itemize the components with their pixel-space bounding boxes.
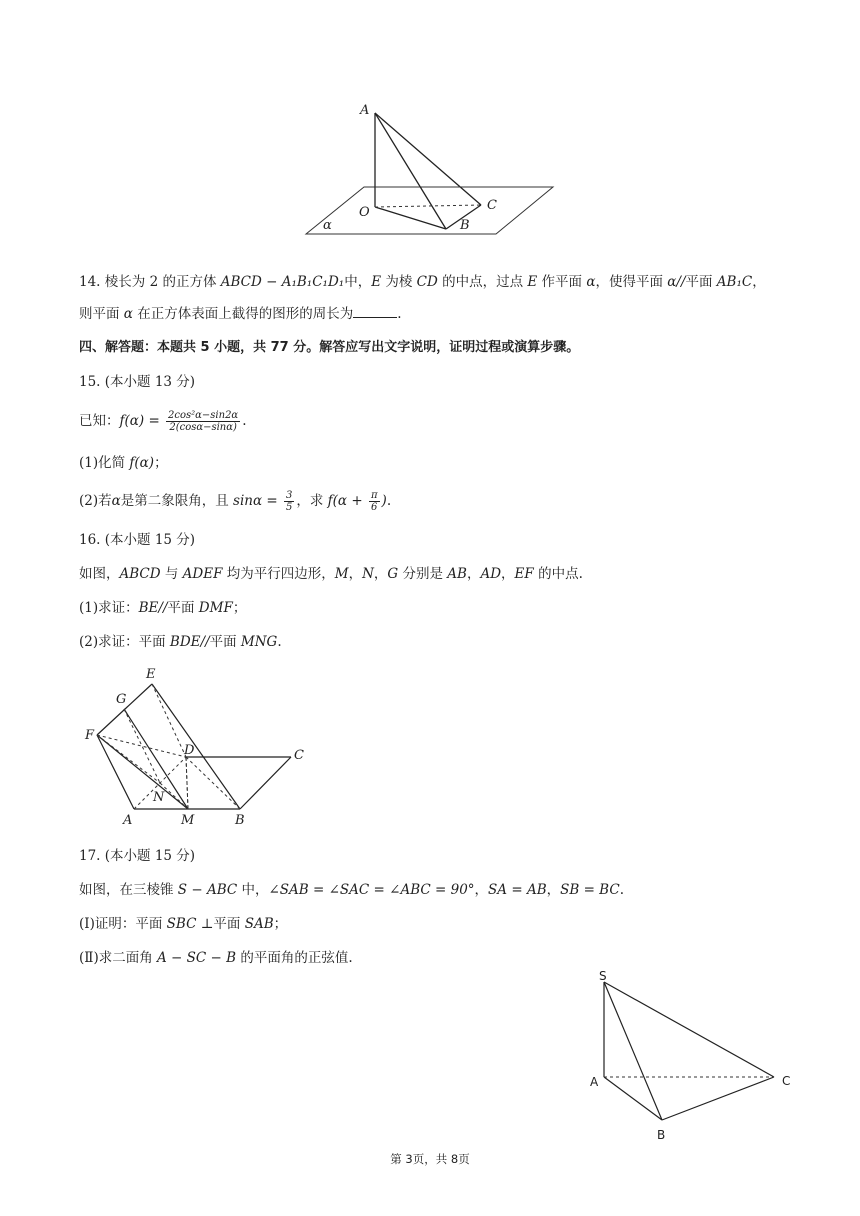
q17-heading: 17. (本小题 15 分) [79, 848, 196, 864]
q14-math-parallel: α// [667, 274, 686, 290]
dashed-DB [186, 757, 240, 809]
q16-math: AB [447, 566, 467, 582]
figure-q13-pyramid-plane [300, 95, 560, 240]
q16-text: . [277, 634, 282, 650]
q14-text: ， [752, 274, 766, 290]
label-C: C [294, 748, 304, 763]
frac-denominator: 6 [371, 502, 378, 513]
label-A: A [590, 1075, 599, 1089]
label-A: A [123, 813, 133, 828]
q16-math: DMF [198, 600, 233, 616]
q15-frac-denominator: 2(cosα−sinα) [169, 422, 237, 433]
q14-text: 为棱 [381, 274, 417, 290]
label-B: B [657, 1128, 666, 1142]
q17-stem [79, 880, 624, 900]
q15-fraction-3-5 [284, 490, 294, 513]
label-D: D [184, 743, 195, 758]
q14-text: 则平面 [79, 306, 124, 322]
label-B: B [235, 813, 245, 828]
q15-text: ，求 [296, 493, 328, 509]
q14-text: 作平面 [537, 274, 587, 290]
q16-math: M [334, 566, 349, 582]
q17-math: S − ABC [177, 882, 238, 898]
q15-math-func: f(α) = [119, 413, 165, 429]
q16-heading: 16. (本小题 15 分) [79, 532, 196, 548]
q16-text: ； [232, 600, 247, 616]
q14-text: 在正方体表面上截得的图形的周长为 [132, 306, 354, 322]
q16-text: 的中点. [533, 566, 583, 582]
q17-part2 [79, 948, 353, 968]
q17-math: SAB [244, 916, 274, 932]
figure-q17-tetrahedron [585, 968, 800, 1148]
dashed-MD-cross [186, 757, 188, 809]
q17-text: 的平面角的正弦值. [236, 950, 353, 966]
q15-heading: 15. (本小题 13 分) [79, 374, 196, 390]
q15-math: α [111, 493, 121, 509]
figure-q16-parallelograms [80, 662, 320, 832]
q14-text: ，使得平面 [595, 274, 668, 290]
plane-alpha [306, 187, 553, 234]
label-alpha: α [323, 218, 332, 233]
q15-math: f(α + [327, 493, 367, 509]
page-footer: 第 3页，共 8页 [390, 1152, 470, 1166]
label-E: E [146, 667, 156, 682]
q14-math-AB1C: AB₁C [716, 274, 753, 290]
q15-math: f(α) [129, 455, 155, 471]
q17-math: ∠SAB = ∠SAC = ∠ABC = 90° [268, 882, 475, 898]
q14-number: 14. [79, 274, 101, 290]
q16-text: 分别是 [398, 566, 448, 582]
label-G: G [116, 692, 127, 707]
label-S: S [599, 969, 607, 983]
label-N: N [153, 790, 165, 805]
q15-text: . [242, 413, 247, 429]
q16-math: G [387, 566, 399, 582]
label-C: C [487, 198, 497, 213]
edge-FM [97, 735, 188, 809]
q16-math: EF [514, 566, 534, 582]
q17-text: ； [273, 916, 288, 932]
q17-text: 平面 [213, 916, 245, 932]
label-B: B [460, 218, 470, 233]
q14-math-CD: CD [416, 274, 438, 290]
q16-math: ABCD [119, 566, 161, 582]
q17-math: SBC ⊥ [166, 916, 214, 932]
q17-math: A − SC − B [157, 950, 237, 966]
q16-math: AD [480, 566, 502, 582]
q16-math: N [362, 566, 374, 582]
frac-numerator: π [370, 490, 378, 501]
q16-stem [79, 564, 583, 584]
q15-fraction [166, 410, 240, 433]
frac-numerator: 3 [286, 490, 293, 501]
q15-math: sinα = [233, 493, 282, 509]
q16-text: ， [348, 566, 363, 582]
edge-SB [604, 982, 662, 1120]
q16-text: 如图， [79, 566, 120, 582]
edge-OC-dashed [375, 205, 481, 207]
q15-text: (2)若 [79, 493, 112, 509]
q16-part1 [79, 598, 246, 618]
q15-frac-numerator: 2cos²α−sin2α [168, 410, 239, 421]
q14-line1 [79, 272, 766, 292]
section4-title: 四、解答题：本题共 5 小题，共 77 分。解答应写出文字说明，证明过程或演算步骤。 [79, 340, 580, 355]
q16-text: (2)求证：平面 [79, 634, 170, 650]
q15-text: . [386, 493, 392, 509]
edge-AC [375, 113, 481, 205]
q15-math: ) [381, 493, 387, 509]
edge-SC [604, 982, 774, 1077]
q16-math: BE// [138, 600, 168, 616]
q16-text: ， [501, 566, 515, 582]
q14-math-E: E [527, 274, 538, 290]
frac-denominator: 5 [286, 502, 293, 513]
q14-text: 棱长为 2 的正方体 [100, 274, 221, 290]
q15-text: (1)化简 [79, 455, 130, 471]
q17-text: ， [474, 882, 489, 898]
label-F: F [85, 728, 95, 743]
q15-fraction-pi-6 [369, 490, 380, 513]
q15-part1 [79, 453, 168, 473]
q16-math: BDE// [169, 634, 210, 650]
q17-text: (Ⅰ)证明：平面 [79, 916, 167, 932]
q15-given [79, 410, 247, 433]
q14-text: . [397, 306, 402, 322]
edge-OB [375, 207, 446, 229]
q17-text: . [619, 882, 624, 898]
q15-part2 [79, 490, 391, 513]
q16-text: (1)求证： [79, 600, 139, 616]
q16-math: MNG [240, 634, 278, 650]
q14-text: 的中点，过点 [437, 274, 528, 290]
q16-text: 平面 [167, 600, 199, 616]
label-A: A [360, 103, 370, 118]
q15-text: 已知： [79, 413, 120, 429]
edge-BC [240, 757, 291, 809]
q14-text: 中， [344, 274, 372, 290]
label-O: O [359, 205, 370, 220]
q17-text: (Ⅱ)求二面角 [79, 950, 158, 966]
q16-text: 平面 [209, 634, 241, 650]
edge-BC [662, 1077, 774, 1120]
q14-line2 [79, 304, 402, 324]
dashed-ED [152, 684, 186, 757]
label-M: M [181, 813, 195, 828]
q17-text: 如图，在三棱锥 [79, 882, 178, 898]
edge-AB [375, 113, 446, 229]
q16-part2 [79, 632, 282, 652]
q14-math-cube: ABCD − A₁B₁C₁D₁ [220, 274, 345, 290]
q15-text: 是第二象限角，且 [120, 493, 234, 509]
label-C: C [782, 1074, 791, 1088]
q14-math-E: E [371, 274, 382, 290]
q14-math-alpha: α [586, 274, 596, 290]
q17-text: 中， [237, 882, 269, 898]
q16-text: ， [466, 566, 481, 582]
q16-math: ADEF [182, 566, 223, 582]
q14-text: 平面 [685, 274, 717, 290]
q16-text: 与 [160, 566, 183, 582]
q17-part1 [79, 914, 287, 934]
answer-blank [353, 304, 397, 318]
q17-math: SB = BC [560, 882, 620, 898]
q16-text: ， [373, 566, 388, 582]
q14-math-alpha: α [123, 306, 133, 322]
q17-text: ， [546, 882, 561, 898]
q15-text: ； [154, 455, 168, 471]
q17-math: SA = AB [488, 882, 547, 898]
q16-text: 均为平行四边形， [222, 566, 335, 582]
edge-FA [97, 735, 134, 809]
